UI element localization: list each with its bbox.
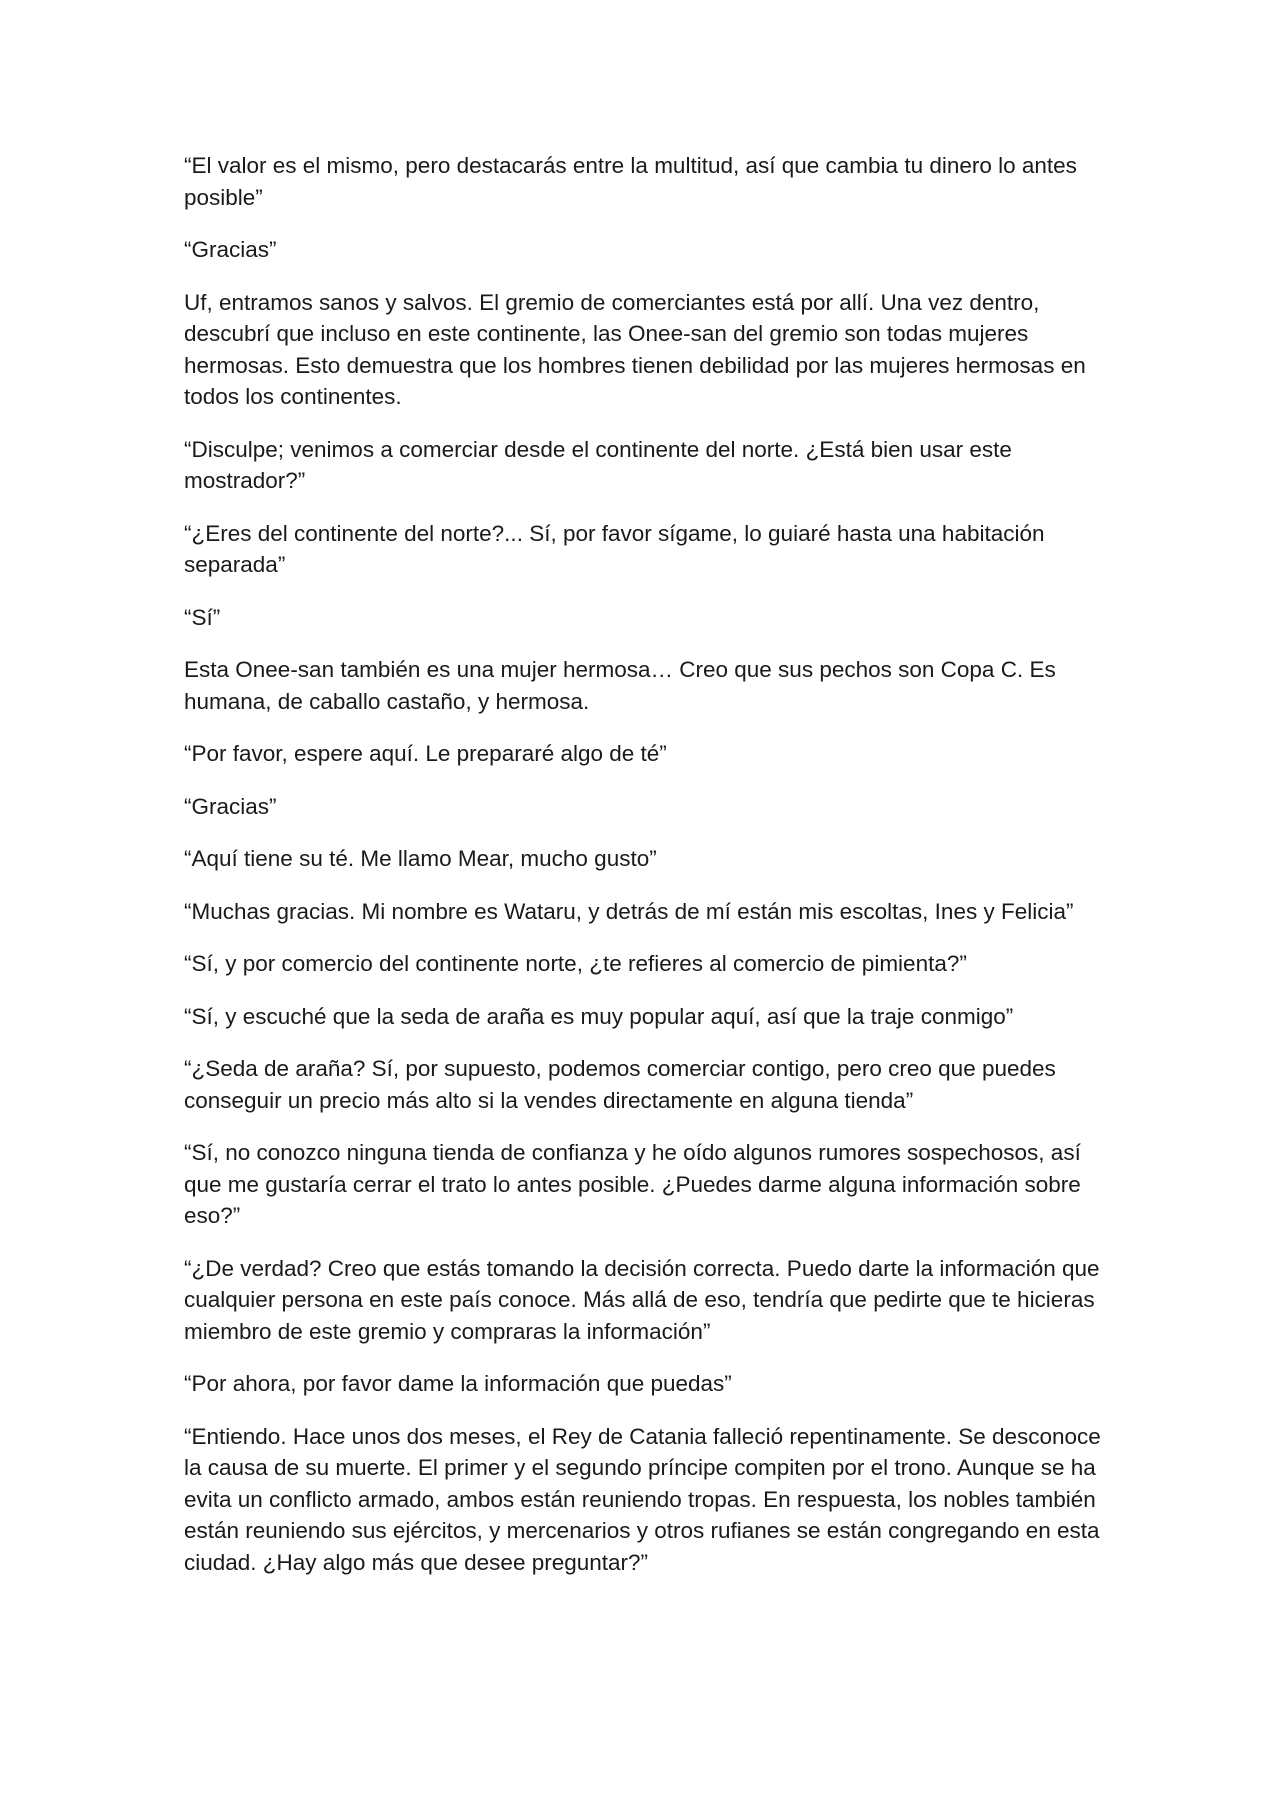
document-body bbox=[184, 150, 1104, 1599]
paragraph: “Sí, no conozco ninguna tienda de confianza y he oído algunos rumores sospechosos, así que me gustaría cerrar el trato lo antes posible. ¿Puedes darme alguna información sobre eso?” bbox=[184, 1140, 1081, 1228]
paragraph: “Muchas gracias. Mi nombre es Wataru, y detrás de mí están mis escoltas, Ines y Felicia” bbox=[184, 898, 1074, 924]
paragraph: “Sí, y escuché que la seda de araña es muy popular aquí, así que la traje conmigo” bbox=[184, 1003, 1014, 1029]
paragraph: “¿Eres del continente del norte?... Sí, por favor sígame, lo guiaré hasta una habitación separada” bbox=[184, 520, 1045, 577]
paragraph: “Sí” bbox=[184, 604, 221, 630]
paragraph: “Por ahora, por favor dame la información que puedas” bbox=[184, 1371, 732, 1396]
paragraph: “Por favor, espere aquí. Le prepararé algo de té” bbox=[184, 741, 667, 766]
paragraph: “Aquí tiene su té. Me llamo Mear, mucho gusto” bbox=[184, 846, 657, 871]
paragraph: “Gracias” bbox=[184, 793, 277, 819]
paragraph: “¿De verdad? Creo que estás tomando la decisión correcta. Puedo darte la información que cualquier persona en este país conoce. Más allá de eso, tendría que pedirte que te hicieras miembro de este gremio y compraras la información” bbox=[184, 1255, 1100, 1344]
paragraph: Uf, entramos sanos y salvos. El gremio de comerciantes está por allí. Una vez dentro, descubrí que incluso en este continente, las Onee-san del gremio son todas mujeres hermosas. Esto demuestra que los hombres tienen debilidad por las mujeres hermosas en todos los continentes. bbox=[184, 289, 1086, 409]
paragraph: Esta Onee-san también es una mujer hermosa… Creo que sus pechos son Copa C. Es humana, de caballo castaño, y hermosa. bbox=[184, 657, 1056, 714]
paragraph: “¿Seda de araña? Sí, por supuesto, podemos comerciar contigo, pero creo que puedes conseguir un precio más alto si la vendes directamente en alguna tienda” bbox=[184, 1056, 1056, 1113]
paragraph: “Disculpe; venimos a comerciar desde el continente del norte. ¿Está bien usar este mostrador?” bbox=[184, 436, 1012, 493]
paragraph: “Gracias” bbox=[184, 237, 277, 262]
paragraph: “Entiendo. Hace unos dos meses, el Rey de Catania falleció repentinamente. Se desconoce la causa de su muerte. El primer y el segundo príncipe compiten por el trono. Aunque se ha evita un conflicto armado, ambos están reuniendo tropas. En respuesta, los nobles también están reuniendo sus ejércitos, y mercenarios y otros rufianes se están congregando en esta ciudad. ¿Hay algo más que desee preguntar?” bbox=[184, 1423, 1101, 1575]
paragraph: “Sí, y por comercio del continente norte, ¿te refieres al comercio de pimienta?” bbox=[184, 951, 967, 976]
paragraph: “El valor es el mismo, pero destacarás entre la multitud, así que cambia tu dinero lo antes posible” bbox=[184, 153, 1077, 210]
